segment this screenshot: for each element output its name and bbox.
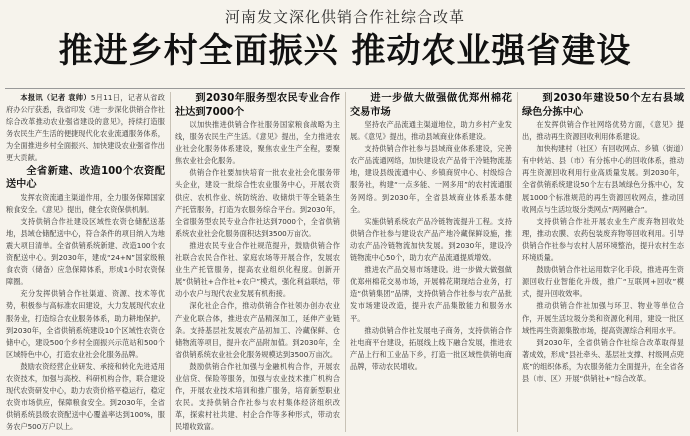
paragraph: 支持供销合作社建设区域性农资仓储配送基地，县域仓储配送中心，符合条件的项目纳入为地震大项目清单。全省供销系统新建、改造100个农资配送中心。到2030年，建成“24+N”国家级粮食农资（储备）应急保障体系，形成1小时农资保障圈。 — [6, 216, 165, 287]
kicker: 河南发文深化供销合作社综合改革 — [224, 8, 465, 26]
headline: 推进乡村全面振兴 推动农业强省建设 — [58, 31, 632, 71]
paragraph: 支持供销合作社开展农业生产废弃物回收处理，推动农膜、农药包装废弃物等回收利用。引导供销合作社参与农村人居环境整治，提升农村生态环境质量。 — [522, 216, 684, 263]
paragraph: 推进农民专业合作社规范提升，鼓励供销合作社联合农民合作社、家庭农场等开展合作，发展农业生产托管服务，提高农业组织化程度。创新开展“供销社+合作社+农户”模式，强化利益联结，带动小农户与现代农业发展有机衔接。 — [175, 240, 340, 299]
byline: 本报讯（记者 袁帅） — [20, 93, 91, 102]
paragraph: 深化社企合作，推动供销合作社领办创办农业产业化联合体，推进农产品精深加工，延伸产业链条。支持基层社发展农产品初加工、冷藏保鲜、仓储物流等项目，提升农产品附加值。到2030年，全省供销系统农业社会化服务规模达到3500万亩次。 — [175, 301, 340, 359]
subhead-4: 到2030年建设50个左右县域绿色分拣中心 — [522, 93, 684, 118]
paragraph: 加快构建村（社区）有回收网点、乡镇（街道）有中转站、县（市）有分拣中心的回收体系，推动再生资源回收利用行业高质量发展。到2030年，全省供销系统建设50个左右县域绿色分拣中心，发展1000个标准规范的再生资源回收网点，推动回收网点与生活垃圾分类网点“两网融合”。 — [522, 144, 684, 214]
column-3 — [350, 92, 512, 432]
paragraph: 推进农产品交易市场建设。进一步做大做强做优郑州棉花交易市场，开展棉花期现结合业务，打造“供销集团”品牌，支持供销合作社参与农产品批发市场建设改造，提升农产品集散能力和服务水平。 — [350, 265, 512, 323]
column-divider — [517, 92, 518, 432]
paragraph: 推动供销合作社发展电子商务，支持供销合作社电商平台建设，拓展线上线下融合发展，推进农产品上行和工业品下乡，打造一批区域性供销电商品牌，带动农民增收。 — [350, 325, 512, 371]
paragraph: 充分发挥供销合作社渠道、资源、技术等优势，积极参与高标准农田建设，大力发展现代农业服务业，打造综合农业服务体系，助力耕地保护。到2030年，全省供销系统建设10个区域性农资仓储中心，建设500个乡村全面振兴示范站和500个区域特色中心，打造农业社会化服务品牌。 — [6, 289, 165, 359]
lead-text: 5月11日，记者从省政府办公厅获悉，我省印发《进一步深化供销合作社综合改革推动农业强省建设的意见》，持续打造服务农民生产生活的便捷现代化农业流通服务体系，为全面推进乡村全面振兴、加快建设农业强省作出更大贡献。 — [6, 93, 165, 163]
column-2 — [175, 92, 340, 432]
paragraph: 发挥农资流通主渠道作用，全力服务保障国家粮食安全。《意见》提出，健全农资保供机制。 — [6, 192, 165, 214]
subhead-2: 到2030年服务型农民专业合作社达到7000个 — [175, 93, 340, 118]
column-4 — [522, 92, 684, 432]
paragraph: 实施供销系统农产品冷链物流提升工程。支持供销合作社参与建设农产品产地冷藏保鲜设施，推动农产品冷链物流加快发展。到2030年，建设冷链物流中心50个，助力农产品流通提质增效。 — [350, 216, 512, 263]
column-1 — [6, 92, 165, 432]
paragraph: 以加快推进供销合作社服务国家粮食战略为主线，服务农民生产生活。《意见》提出，全力推进农业社会化服务体系建设，聚焦农业生产全程，要聚焦农业社会化服务。 — [175, 120, 340, 166]
column-divider — [170, 92, 171, 432]
paragraph: 到2030年，全省供销合作社综合改革取得显著成效，形成“县社牵头、基层社支撑、村级网点兜底”的组织体系，为农服务能力全面提升，在全省各县（市、区）开展“供销社+”综合改革。 — [522, 337, 684, 383]
paragraph: 推动供销合作社加强与环卫、物业等单位合作，开展生活垃圾分类和资源化利用，建设一批区域性再生资源集散市场，提高资源综合利用水平。 — [522, 301, 684, 335]
paragraph: 坚持农产品流通主渠道地位，助力乡村产业发展。《意见》提出，推动县域商业体系建设。 — [350, 120, 512, 142]
paragraph: 鼓励供销合作社加强与金融机构合作，开展农业信贷、保险等服务，加强与农业技术推广机构合作，开展农业技术培训和推广服务，培育新型职业农民。支持供销合作社参与农村集体经济组织改革，探索村社共建、村企合作等多种形式，带动农民增收致富。 — [175, 361, 340, 432]
paragraph: 支持供销合作社参与县域商业体系建设，完善农产品流通网络，加快建设农产品骨干冷链物流基地，建设县级流通中心、乡镇商贸中心、村级综合服务社，构建“一点多能、一网多用”的农村流通服务网络。到2030年，全省县域商业体系基本健全。 — [350, 144, 512, 214]
paragraph: 在发挥供销合作社网络优势方面，《意见》提出，推动再生资源回收利用体系建设。 — [522, 120, 684, 142]
subhead-1: 全省新建、改造100个农资配送中心 — [6, 165, 165, 191]
lead-paragraph — [6, 92, 165, 165]
subhead-3: 进一步做大做强做优郑州棉花交易市场 — [350, 93, 512, 118]
paragraph: 鼓励农资经营企业研发、承接和转化先进适用农资技术，加强与高校、科研机构合作，联合建设现代农资研发中心，助力农资价格平稳运行，稳定农资市场供应，保障粮食安全。到2030年，全省供销系统县级农资配送中心覆盖率达到100%，服务农户500万户以上。 — [6, 361, 165, 432]
header-rule — [5, 88, 685, 89]
column-divider — [345, 92, 346, 432]
paragraph: 鼓励供销合作社运用数字化手段，推进再生资源回收行业智能化升级，推广“互联网+回收”模式，提升回收效率。 — [522, 265, 684, 299]
paragraph: 供销合作社要加快培育一批农业社会化服务带头企业，建设一批综合性农业服务中心，开展农资供应、农机作业、统防统治、收储烘干等全链条生产托管服务，打造为农服务综合平台。到2030年，全省服务型农民专业合作社达到7000个，全省供销系统农业社会化服务面积达到3500万亩次。 — [175, 168, 340, 238]
